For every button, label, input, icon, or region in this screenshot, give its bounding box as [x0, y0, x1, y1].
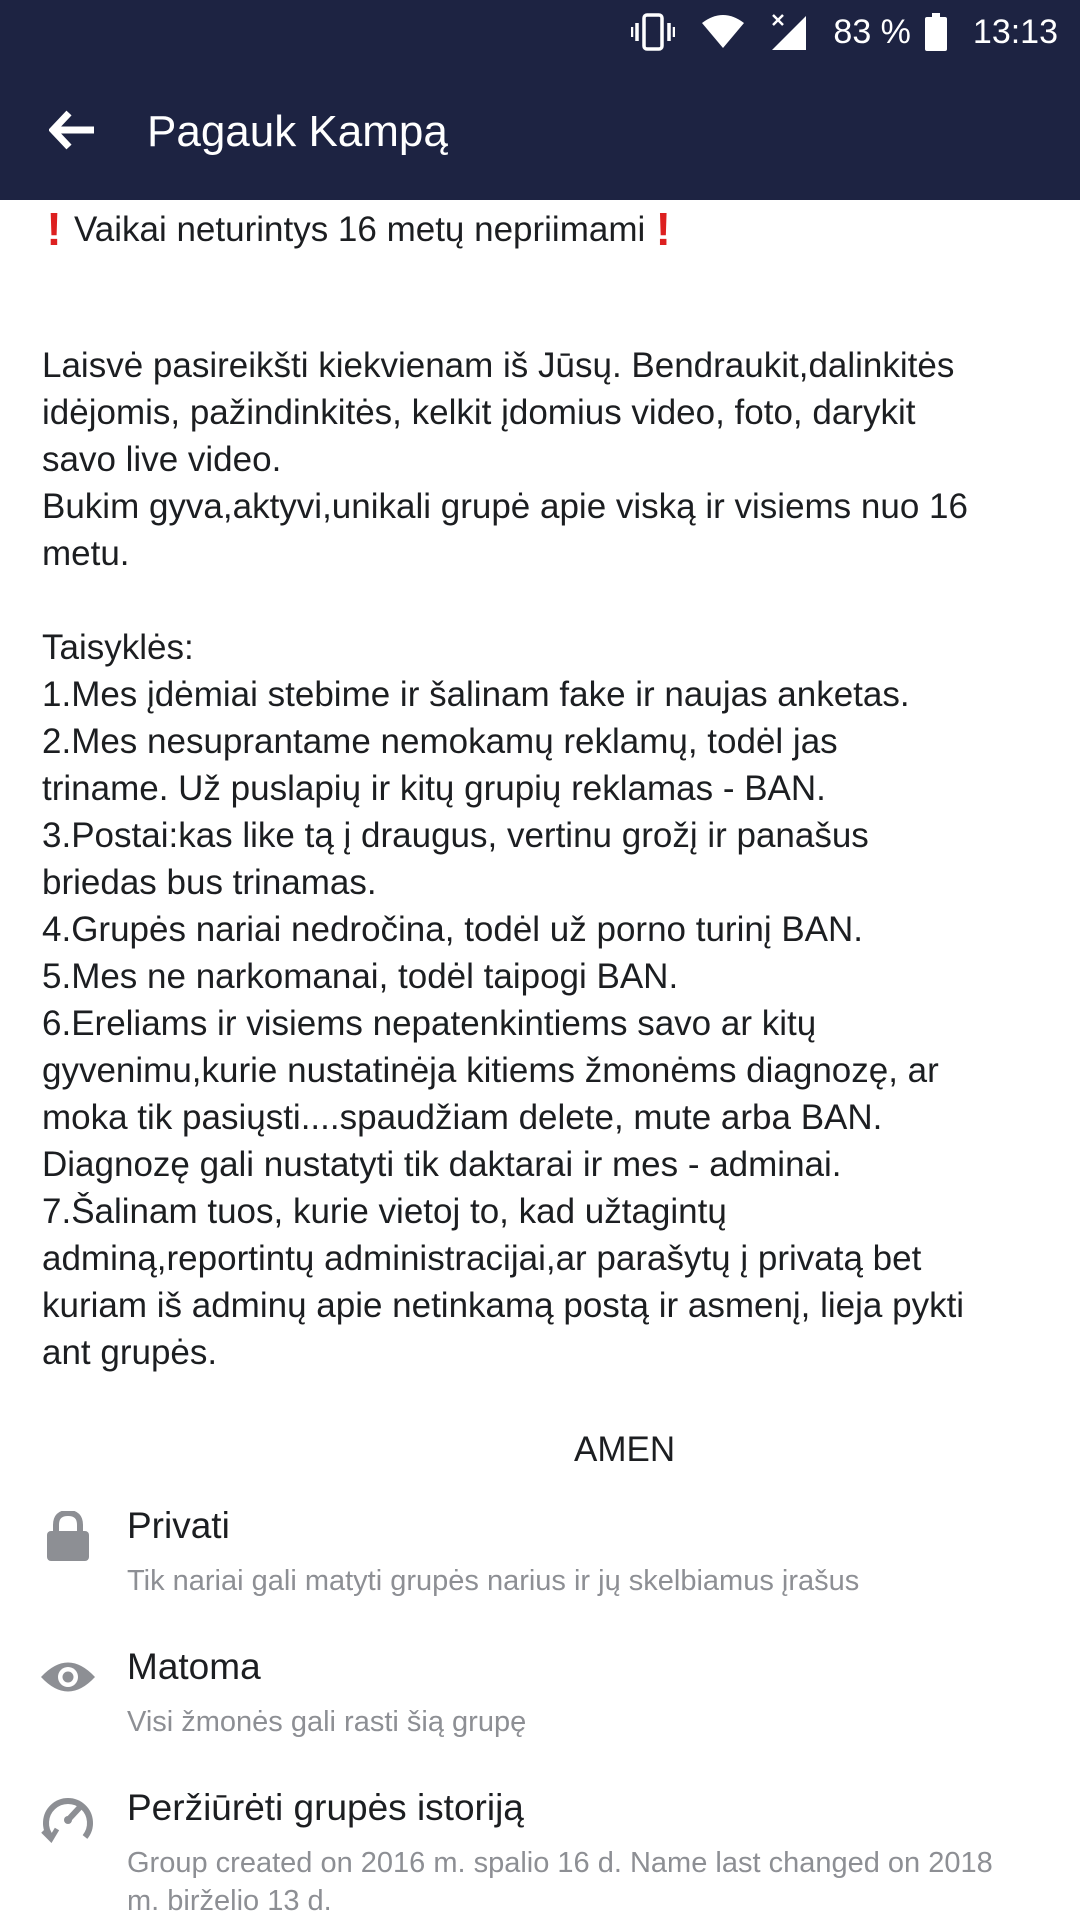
group-description: Laisvė pasireikšti kiekvienam iš Jūsų. Bendraukit,dalinkitės idėjomis, pažindinkitės, kelkit įdomius video, foto, darykit savo live video. Bukim gyva,aktyvi,unikali grupė apie viską ir visiems nuo 16 metu. Taisyklės: 1.Mes įdėmiai stebime ir šalinam fake ir naujas anketas. 2.Mes nesuprantame nemokamų reklamų, todėl jas triname. Už puslapių ir kitų grupių reklamas - BAN. 3.Postai:kas like tą į draugus, vertinu grožį ir panašus briedas bus trinamas. 4.Grupės nariai nedročina, todėl už porno turinį BAN. 5.Mes ne narkomanai, todėl taipogi BAN. 6.Ereliams ir visiems nepatenkintiems savo ar kitų gyvenimu,kurie nustatinėja kitiems žmonėms diagnozę, ar moka tik pasiųsti....spaudžiam delete, mute arba BAN. Diagnozę gali nustatyti tik daktarai ir mes - adminai. 7.Šalinam tuos, kurie vietoj to, kad užtagintų adminą,reportintų administracijai,ar parašytų į privatą bet kuriam iš adminų apie netinkamą postą ir asmenį, lieja pykti ant grupės. [42, 346, 968, 1372]
wifi-icon [701, 15, 745, 49]
back-button[interactable] [32, 92, 112, 172]
visibility-title: Matoma [127, 1646, 261, 1687]
group-about-content [0, 200, 1080, 1920]
age-notice-text: Vaikai neturintys 16 metų nepriimami [74, 210, 646, 249]
group-history-subtitle: Group created on 2016 m. spalio 16 d. Name last changed on 2018 m. birželio 13 d. [127, 1847, 993, 1917]
group-history-row[interactable] [0, 1784, 1080, 1917]
age-notice [42, 203, 675, 255]
privacy-subtitle: Tik nariai gali matyti grupės narius ir jų skelbiamus įrašus [127, 1565, 860, 1597]
visibility-subtitle: Visi žmonės gali rasti šią grupę [127, 1706, 527, 1738]
description-closing: AMEN [574, 1430, 676, 1469]
history-icon [40, 1790, 96, 1846]
app-bar [0, 64, 1080, 200]
signal-no-data-icon [771, 13, 807, 51]
lock-icon [40, 1508, 96, 1564]
clock: 13:13 [972, 12, 1058, 51]
battery-icon [925, 13, 947, 51]
visibility-info-row [0, 1643, 1080, 1763]
exclamation-icon: ! [655, 203, 671, 255]
vibrate-icon [631, 12, 675, 52]
privacy-info-row [0, 1502, 1080, 1622]
eye-icon [40, 1649, 96, 1705]
battery-percent: 83 % [833, 12, 911, 51]
arrow-left-icon [49, 110, 95, 155]
exclamation-icon: ! [46, 203, 62, 255]
group-history-title: Peržiūrėti grupės istoriją [127, 1787, 524, 1828]
status-bar [0, 0, 1080, 64]
privacy-title: Privati [127, 1505, 230, 1546]
page-title: Pagauk Kampą [147, 107, 448, 156]
